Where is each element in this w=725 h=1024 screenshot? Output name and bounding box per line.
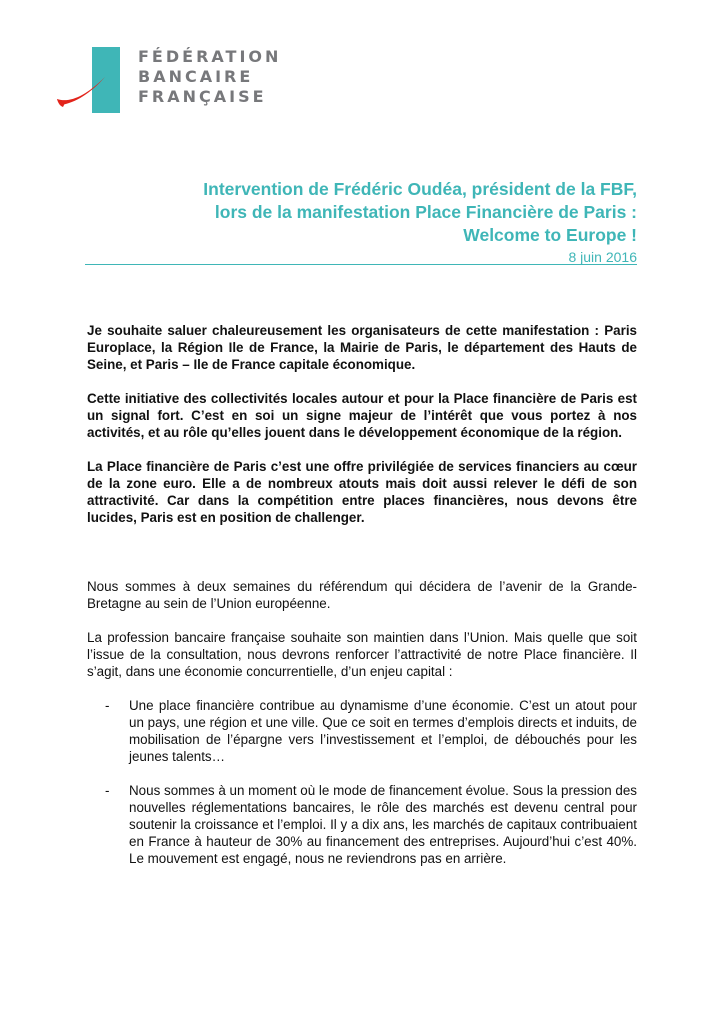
bullet-dash: - xyxy=(105,783,110,798)
paragraph-1: Je souhaite saluer chaleureusement les organisateurs de cette manifestation : Paris Europlace, la Région Ile de France, la Mairie de Paris, le département des Hauts de Seine, et Paris – Ile de France capitale économique. xyxy=(87,323,637,372)
bullet-text-2: Nous sommes à un moment où le mode de financement évolue. Sous la pression des nouvelles réglementations bancaires, le rôle des marchés est devenu central pour soutenir la croissance et l’emploi. Il y a dix ans, les marchés de capitaux contribuaient en France à hauteur de 30% au financement des entreprises. Aujourd’hui c’est 40%. Le mouvement est engagé, nous ne reviendrons pas en arrière. xyxy=(129,783,637,866)
title-divider xyxy=(85,264,637,265)
fbf-logo-wordmark xyxy=(138,47,281,107)
paragraph-3: La Place financière de Paris c’est une offre privilégiée de services financiers au cœur de la zone euro. Elle a de nombreux atouts mais doit aussi relever le défi de son attractivité. Car dans la compétition entre places financières, nous devons être lucides, Paris est en position de challenger. xyxy=(87,459,637,525)
title-line-2: lors de la manifestation Place Financière de Paris : xyxy=(214,202,637,222)
title-line-3: Welcome to Europe ! xyxy=(463,225,637,245)
bullet-text-1: Une place financière contribue au dynamisme d’une économie. C’est un atout pour un pays, une région et une ville. Que ce soit en termes d’emplois directs et induits, de mobilisation de l’épargne vers l’investissement et l’emploi, de débouchés pour les jeunes talents… xyxy=(129,698,637,764)
document-title-block xyxy=(85,178,637,266)
paragraph-2: Cette initiative des collectivités locales autour et pour la Place financière de Paris est un signal fort. C’est en soi un signe majeur de l’intérêt que vous portez à nos activités, et au rôle qu’elles jouent dans le développement économique de la région. xyxy=(87,391,637,440)
logo-line-3: FRANÇAISE xyxy=(138,87,267,106)
fbf-logo-mark-icon xyxy=(55,47,125,117)
paragraph-4: Nous sommes à deux semaines du référendum qui décidera de l’avenir de la Grande-Bretagne au sein de l’Union européenne. xyxy=(87,579,637,611)
bullet-dash: - xyxy=(105,698,110,713)
bullet-item-2 xyxy=(87,782,637,867)
document-date: 8 juin 2016 xyxy=(568,249,637,265)
bullet-item-1 xyxy=(87,697,637,765)
fbf-logo xyxy=(55,47,282,127)
logo-line-1: FÉDÉRATION xyxy=(138,47,282,66)
title-line-1: Intervention de Frédéric Oudéa, président de la FBF, xyxy=(203,179,637,199)
paragraph-5: La profession bancaire française souhaite son maintien dans l’Union. Mais quelle que soit l’issue de la consultation, nous devrons renforcer l’attractivité de notre Place financière. Il s’agit, dans une économie concurrentielle, d’un enjeu capital : xyxy=(87,630,637,679)
logo-line-2: BANCAIRE xyxy=(138,67,254,86)
document-body xyxy=(87,322,637,867)
